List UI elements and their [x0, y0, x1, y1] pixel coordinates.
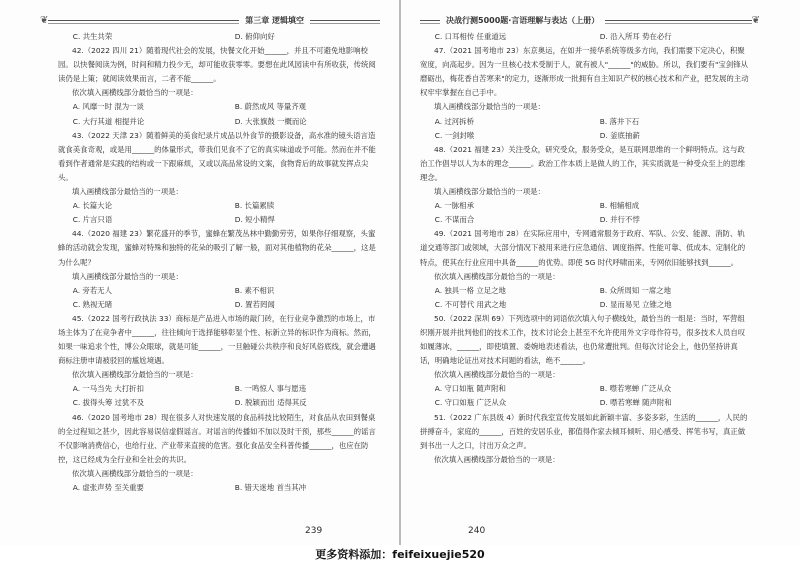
ornament-icon: ❦ [751, 14, 760, 26]
answer-option: D. 短小精悍 [220, 215, 275, 225]
footer-promo: 更多资料添加：feifeixuejie520 [315, 548, 485, 561]
question-text: 43.（2022 天津 23）随着鲜美的美食纪录片成品以外食节的摄影设备，高水准的镜头语言造就食美食奇观，或是用______的体量形式，带我们见食不了它的真实味道或予可能。然而在并不能看到作者通常是实践的结构或一下跟麻烦，又或以高品常设的文案，食物背后的故事就发挥点尖头。 [58, 130, 376, 182]
answer-option: D. 沿入所耳 势在必行 [585, 32, 672, 41]
question-text: 依次填入画横线部分最恰当的一项是： [72, 370, 198, 380]
question-text: 48.（2021 福建 23）关注受众，研究受众，服务受众，是互联网思维的一个鲜明特点。这与政治工作倡导以人为本的理念______。政治工作本质上是做人的工作，其实质就是一种受众至上的思维理念。 [420, 144, 746, 182]
answer-option: B. 相辅相成 [585, 201, 640, 211]
question-text: 46.（2020 国考地市 28）现在很多人对快速发展的食品科技比较陌生，对食品从农田到餐桌的全过程知之甚少，因此容易误信虚假谣言。对谣言的传播如不加以及时干预，那些______的谣言不仅影响消费信心，也给行业、产业带来直接的危害。强化食品安全科普传播______，也应在防控，这已经成为全行业和全社会的共识。 [58, 412, 376, 464]
answer-option: D. 置若罔闻 [220, 299, 275, 309]
answer-options [420, 284, 750, 298]
answer-option: A. 一马当先 大打折扣 [58, 384, 144, 394]
answer-options [58, 213, 382, 227]
answer-option: B. 落井下石 [585, 116, 640, 126]
answer-option: C. 拔得头筹 过犹不及 [58, 398, 145, 408]
question-text: 49.（2021 国考地市 28）在实际应用中，专网通常服务于政府、军队、公安、能源、消防、轨道交通等部门或领域，大部分情况下被用来进行应急通信、调度指挥。性能可靠、低成本、定制化的特点，使其在行业应用中具备______的优势。即使 5G 时代呼啸而来，专网依旧能够找到______。 [420, 229, 746, 267]
answer-option: D. 俯仰向好 [220, 32, 275, 41]
question-text: 45.（2022 国考行政执法 33）商标是产品进入市场的敲门砖，在行业竞争激烈的市场上，市场主体为了在竞争者中______，往往倾向于选择能够彰显个性、标新立异的标识作为商标。然而，如果一味追求个性，博公众眼球，就是可能______，一旦触碰公共秩序和良好风俗底线，就会遭遇商标注册申请被驳回的尴尬境遇。 [58, 313, 376, 366]
answer-option: D. 大张旗鼓 一概而论 [220, 116, 307, 126]
answer-option: D. 并行不悖 [585, 215, 640, 225]
answer-option: A. 长篇大论 [58, 201, 112, 211]
answer-option: C. 不谋而合 [420, 215, 475, 225]
answer-options [420, 199, 750, 213]
question-text: 依次填入画横线部分最恰当的一项是： [434, 454, 560, 464]
ornament-icon: ❦ [40, 14, 49, 26]
header-rule [605, 20, 751, 21]
right-running-header [420, 10, 760, 30]
question-text: 填入画横线部分最恰当的一项是： [434, 187, 545, 197]
left-page-number: 239 [305, 526, 323, 536]
answer-option: C. 熟视无睹 [58, 299, 113, 309]
answer-option: B. 蔚然成风 等量齐观 [220, 102, 307, 112]
book-title: 决战行测5000题·言语理解与表达（上册） [446, 15, 600, 25]
answer-option: A. 旁若无人 [58, 285, 112, 295]
answer-option: D. 噤若寒蝉 随声附和 [585, 398, 672, 408]
answer-option: B. 众所周知 一席之地 [585, 285, 672, 295]
answer-options [420, 382, 750, 396]
question-text: 依次填入画横线部分最恰当的一项是： [72, 468, 198, 478]
answer-options [58, 284, 382, 298]
left-page [0, 0, 400, 545]
answer-options [58, 199, 382, 213]
answer-option: C. 口耳相传 任重道远 [420, 32, 507, 41]
answer-option: C. 共生共荣 [58, 32, 113, 41]
book-spine [399, 0, 401, 545]
answer-option: C. 守口如瓶 广泛从众 [420, 398, 507, 408]
answer-option: B. 素不相识 [220, 285, 275, 295]
question-text: 44.（2020 福建 23）繁花盛开的季节，蜜蜂在繁茂丛林中勤勤劳劳，如果你仔细观察，头蜜蜂的活动就会发现，蜜蜂对特殊和独特的花朵的吸引了解一般，面对其他植物的花朵______，这是为什么呢？ [58, 229, 376, 267]
question-text: 填入画横线部分最恰当的一项是： [72, 187, 183, 197]
answer-options [420, 30, 750, 44]
question-text: 依次填入画横线部分最恰当的一项是： [434, 271, 560, 281]
left-page-text [58, 30, 382, 495]
answer-option: D. 显而易见 立锥之地 [585, 299, 672, 309]
answer-option: C. 一剑封喉 [420, 130, 475, 140]
answer-option: B. 噤若寒蝉 广泛从众 [585, 384, 672, 394]
answer-options [58, 100, 382, 114]
answer-options [420, 115, 750, 129]
answer-options [420, 298, 750, 312]
header-rule [48, 20, 239, 21]
answer-option: D. 釜底抽薪 [585, 130, 640, 140]
answer-option: B. 长篇累牍 [220, 201, 275, 211]
question-text: 50.（2022 深圳 69）下列选项中的词语依次填入句子横线处，最恰当的一组是：当时，军营组织刚开展并批判他们的技术工作，技术讨论会上甚至不允许使用外文字母作符号，很多技术人员自叹如履薄冰，______，即使填置、委婉地表述看法，也仍常遭批判。但每次讨论会上，他仍坚持讲真话，明确地论证出对技术问题的看法，绝不______。 [420, 313, 746, 366]
header-rule [420, 20, 440, 21]
question-text: 填入画横线部分最恰当的一项是： [72, 271, 183, 281]
chapter-title: 第三章 逻辑填空 [245, 15, 304, 25]
left-running-header [40, 10, 380, 30]
answer-options [58, 382, 382, 396]
answer-option: B. 一鸣惊人 事与愿违 [220, 384, 307, 394]
answer-options [58, 298, 382, 312]
answer-options [420, 213, 750, 227]
answer-option: C. 大行其道 相提并论 [58, 116, 145, 126]
answer-options [58, 30, 382, 44]
answer-option: A. 独具一格 立足之地 [420, 285, 506, 295]
answer-option: A. 风靡一时 混为一谈 [58, 102, 144, 112]
answer-options [58, 396, 382, 410]
answer-option: B. 错天迷地 首当其冲 [220, 483, 307, 492]
answer-options [420, 396, 750, 410]
question-text: 填入画横线部分最恰当的一项是： [434, 102, 545, 112]
answer-option: A. 虚张声势 至关重要 [58, 483, 144, 492]
answer-option: A. 守口如瓶 随声附和 [420, 384, 506, 394]
question-text: 51.（2022 广东县级 4）新时代我室宣传发展如此新颖丰富、多姿多彩，生活的______，人民的拼搏奋斗，家庭的______，百姓的安居乐业，都值得作家去倾耳倾听、用心感受、挥笔书写，真正做到书出一人之口，讨出万众之声。 [420, 412, 748, 450]
question-text: 47.（2021 国考地市 23）东京奥运，在如并一接华系统等级多方向，我们需要下定决心，积聚宽度，向高起步。因为一旦核心技术受制于人，就有被人"______"的威胁。所以，我们要有"宝剑锋从磨砺出，梅花香自苦寒来"的定力，逐渐形成一批拥有自主知识产权的核心技术和产业，把发展的主动权牢牢掌握在自己手中。 [420, 46, 749, 98]
answer-option: D. 脱颖而出 适得其反 [220, 398, 307, 408]
right-page-number: 240 [468, 526, 486, 536]
answer-options [420, 129, 750, 143]
answer-option: A. 一脉相承 [420, 201, 474, 211]
right-page-text [420, 30, 750, 467]
answer-option: A. 过河拆桥 [420, 116, 474, 126]
answer-option: C. 片言只语 [58, 215, 113, 225]
answer-options [58, 115, 382, 129]
right-page [400, 0, 800, 545]
question-text: 42.（2022 四川 21）随着现代社会的发展，快餐文化开始______，并且不可避免地影响校园。以快餐阅读为例，时间和精力投少无，却可能收获零零。要想在此风园读中有所收获，传统阅读仍是上策；就阅读效果而言，二者不能______。 [58, 46, 376, 84]
answer-options [58, 481, 382, 495]
question-text: 依次填入画横线部分最恰当的一项是： [72, 88, 198, 98]
question-text: 依次填入画横线部分最恰当的一项是： [434, 370, 560, 380]
answer-option: C. 不可替代 用武之地 [420, 299, 507, 309]
header-rule [310, 20, 380, 21]
